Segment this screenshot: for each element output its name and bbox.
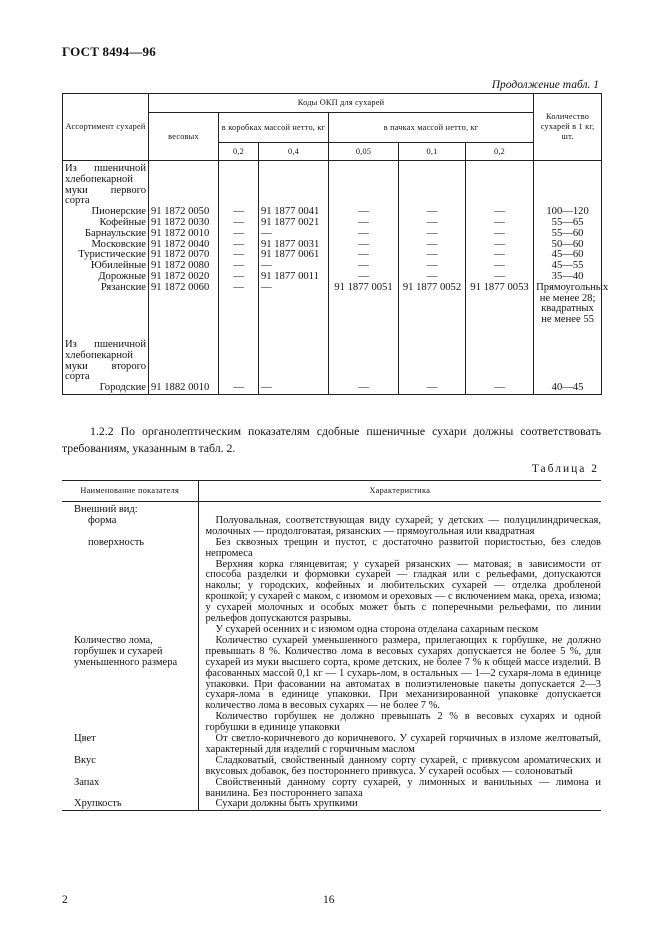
indicator-breakage: Количество лома, горбушек и сухарей уменьшенного размера: [62, 636, 198, 712]
quantity-per-kg: 35—40: [534, 272, 602, 283]
indicator-form: форма: [62, 516, 198, 538]
code-box-0-4: 91 1877 0031: [259, 240, 329, 251]
row-name: Туристические: [63, 250, 149, 261]
code-pack-0-1: —: [399, 229, 466, 240]
col-pack-size: 0,2: [466, 143, 534, 161]
code-pack-0-05: —: [329, 261, 399, 272]
quantity-per-kg: 55—65: [534, 218, 602, 229]
empty-cell: [466, 161, 534, 208]
empty-cell: [259, 326, 329, 383]
code-pack-0-2: 91 1877 0053: [466, 283, 534, 326]
code-pack-0-1: —: [399, 218, 466, 229]
row-name: Пионерские: [63, 207, 149, 218]
code-pack-0-2: —: [466, 229, 534, 240]
code-pack-0-05: —: [329, 240, 399, 251]
code-weight: 91 1882 0010: [149, 383, 219, 394]
quantity-per-kg: 45—60: [534, 250, 602, 261]
col-codes: Коды ОКП для сухарей: [149, 94, 534, 113]
table-1: [62, 93, 609, 395]
row-name: Рязанские: [63, 283, 149, 326]
code-box-0-4: —: [259, 383, 329, 394]
code-box-0-2: —: [219, 383, 259, 394]
code-box-0-2: —: [219, 229, 259, 240]
col-pack-size: 0,1: [399, 143, 466, 161]
characteristic-form: Полуовальная, соответствующая виду сухарей; у детских — полуцилиндрическая, молочных — продолговатая, рязанских — прямоугольная или квадратная: [205, 514, 601, 537]
col-assortment: Ассортимент сухарей: [63, 94, 149, 161]
col-indicator: Наименование показателя: [62, 481, 198, 502]
empty-cell: [534, 326, 602, 383]
empty-cell: [149, 326, 219, 383]
code-pack-0-2: —: [466, 272, 534, 283]
empty-cell: [399, 326, 466, 383]
table-group-row: [63, 326, 602, 383]
code-box-0-4: —: [259, 229, 329, 240]
empty-cell: [219, 326, 259, 383]
code-weight: 91 1872 0040: [149, 240, 219, 251]
code-weight: 91 1872 0020: [149, 272, 219, 283]
empty-cell: [534, 161, 602, 208]
indicator-taste: Вкус: [62, 756, 198, 778]
characteristic-breakage-2: Количество горбушек не должно превышать 2 % в весовых сухарях и одной горбушки в единице упаковки: [205, 711, 601, 734]
code-pack-0-2: —: [466, 207, 534, 218]
code-weight: 91 1872 0080: [149, 261, 219, 272]
col-weight: весовых: [149, 113, 219, 161]
table-2-label: Таблица 2: [531, 463, 599, 475]
code-pack-0-2: —: [466, 240, 534, 251]
quantity-per-kg: 50—60: [534, 240, 602, 251]
col-box-size: 0,4: [259, 143, 329, 161]
characteristic-color: От светло-коричневого до коричневого. У сухарей горчичных в изломе желтоватый, характерный для изделий с горчичным маслом: [205, 733, 601, 755]
code-box-0-2: —: [219, 250, 259, 261]
code-pack-0-2: —: [466, 218, 534, 229]
quantity-per-kg: Прямоугольных не менее 28; квадратных не менее 55: [534, 283, 602, 326]
row-name: Городские: [63, 383, 149, 394]
characteristic-surface-1: Без сквозных трещин и пустот, с достаточно развитой пористостью, без следов непромеса: [205, 536, 601, 559]
row-name: Московские: [63, 240, 149, 251]
code-pack-0-2: —: [466, 250, 534, 261]
empty-cell: [329, 326, 399, 383]
code-box-0-2: —: [219, 218, 259, 229]
code-weight: 91 1872 0070: [149, 250, 219, 261]
code-pack-0-1: —: [399, 250, 466, 261]
quantity-per-kg: 100—120: [534, 207, 602, 218]
indicator-crispness: Хрупкость: [62, 799, 198, 810]
group-heading: Из пшеничной хлебопекарной муки второго сорта: [63, 326, 149, 383]
table-continuation-label: Продолжение табл. 1: [491, 79, 599, 91]
code-pack-0-05: —: [329, 207, 399, 218]
col-characteristic: Характеристика: [198, 481, 601, 502]
page-number-left: 2: [62, 894, 68, 906]
empty-cell: [259, 161, 329, 208]
row-name: Юбилейные: [63, 261, 149, 272]
characteristic-smell: Свойственный данному сорту сухарей, у лимонных и ванильных — лимона и ванилина. Без постороннего запаха: [205, 776, 601, 799]
code-box-0-4: 91 1877 0041: [259, 207, 329, 218]
code-pack-0-1: 91 1877 0052: [399, 283, 466, 326]
table-group-row: [63, 161, 602, 208]
code-pack-0-2: —: [466, 261, 534, 272]
code-weight: 91 1872 0050: [149, 207, 219, 218]
indicator-surface: поверхность: [62, 538, 198, 560]
code-box-0-2: —: [219, 272, 259, 283]
code-box-0-4: 91 1877 0011: [259, 272, 329, 283]
characteristic-taste: Сладковатый, свойственный данному сорту сухарей, с привкусом ароматических и вкусовых добавок, без постороннего привкуса. У сухарей особых — солоноватый: [205, 754, 601, 777]
code-pack-0-05: —: [329, 218, 399, 229]
code-weight: 91 1872 0060: [149, 283, 219, 326]
code-box-0-2: —: [219, 240, 259, 251]
code-box-0-4: —: [259, 283, 329, 326]
col-packs: в пачках массой нетто, кг: [329, 113, 534, 143]
quantity-per-kg: 55—60: [534, 229, 602, 240]
code-pack-0-05: —: [329, 250, 399, 261]
code-pack-0-1: —: [399, 207, 466, 218]
table-row: [63, 383, 602, 394]
col-pack-size: 0,05: [329, 143, 399, 161]
col-quantity: Количество сухарей в 1 кг, шт.: [534, 94, 602, 161]
quantity-per-kg: 45—55: [534, 261, 602, 272]
indicator-smell: Запах: [62, 778, 198, 800]
row-name: Дорожные: [63, 272, 149, 283]
code-pack-0-05: —: [329, 229, 399, 240]
code-box-0-4: 91 1877 0021: [259, 218, 329, 229]
characteristic-crispness: Сухари должны быть хрупкими: [198, 799, 601, 810]
document-title: ГОСТ 8494—96: [62, 44, 156, 59]
characteristic-surface-2: Верхняя корка глянцевитая; у сухарей рязанских — матовая; в зависимости от способа разделки и формовки сухарей — гладкая или с рельефами, допускаются наколы; у городских, кофейных и любительских сухарей — отделка дробленой крошкой; у сухарей с маком, с изюмом и ореховых — с включением мака, ореха, изюма; у сухарей молочных и особых может быть с поперечными рельефами, по линии рельефов допускаются разрывы.: [205, 558, 601, 625]
code-box-0-4: —: [259, 261, 329, 272]
col-box-size: 0,2: [219, 143, 259, 161]
empty-cell: [149, 161, 219, 208]
code-pack-0-05: —: [329, 383, 399, 394]
table-row: [63, 229, 602, 240]
page-number-center: 16: [323, 894, 335, 906]
code-box-0-2: —: [219, 261, 259, 272]
code-box-0-2: —: [219, 283, 259, 326]
characteristic-surface-3: У сухарей осенних и с изюмом одна сторона отделана сахарным песком: [215, 623, 539, 635]
empty-cell: [329, 161, 399, 208]
indicator-color: Цвет: [62, 734, 198, 756]
code-pack-0-05: 91 1877 0051: [329, 283, 399, 326]
row-name: Барнаульские: [63, 229, 149, 240]
code-pack-0-1: —: [399, 240, 466, 251]
empty-cell: [466, 326, 534, 383]
quantity-per-kg: 40—45: [534, 383, 602, 394]
paragraph-1-2-2: 1.2.2 По органолептическим показателям сдобные пшеничные сухари должны соответствовать требованиям, указанным в табл. 2.: [62, 424, 601, 455]
group-heading: Из пшеничной хлебопекарной муки первого сорта: [63, 161, 149, 208]
code-pack-0-05: —: [329, 272, 399, 283]
code-pack-0-1: —: [399, 272, 466, 283]
empty-cell: [399, 161, 466, 208]
characteristic-breakage-1: Количество сухарей уменьшенного размера, прилегающих к горбушке, не должно превышать 8 %. Количество лома в весовых сухарях допускается не более 5 %, для сухарей из муки высшего сорта, кроме детских, не более 7 % к общей массе изделий. В фасованных массой 0,1 кг — 1 сухарь-лом, в остальных — 1—2 сухаря-лома в единице упаковки. При фасовании на автоматах в полиэтиленовые пакеты допускается 2—3 сухаря-лома в единице упаковки. При механизированной упаковке допускается количество лома в весовых сухарях — не более 7 %.: [205, 634, 601, 712]
col-boxes: в коробках массой нетто, кг: [219, 113, 329, 143]
table-2: [62, 480, 601, 811]
code-weight: 91 1872 0030: [149, 218, 219, 229]
table-row: [63, 283, 602, 326]
code-pack-0-2: —: [466, 383, 534, 394]
table-1-body: [63, 161, 609, 395]
code-weight: 91 1872 0010: [149, 229, 219, 240]
indicator-appearance: Внешний вид:: [62, 502, 198, 516]
code-box-0-4: 91 1877 0061: [259, 250, 329, 261]
empty-cell: [219, 161, 259, 208]
code-box-0-2: —: [219, 207, 259, 218]
code-pack-0-1: —: [399, 383, 466, 394]
row-name: Кофейные: [63, 218, 149, 229]
code-pack-0-1: —: [399, 261, 466, 272]
